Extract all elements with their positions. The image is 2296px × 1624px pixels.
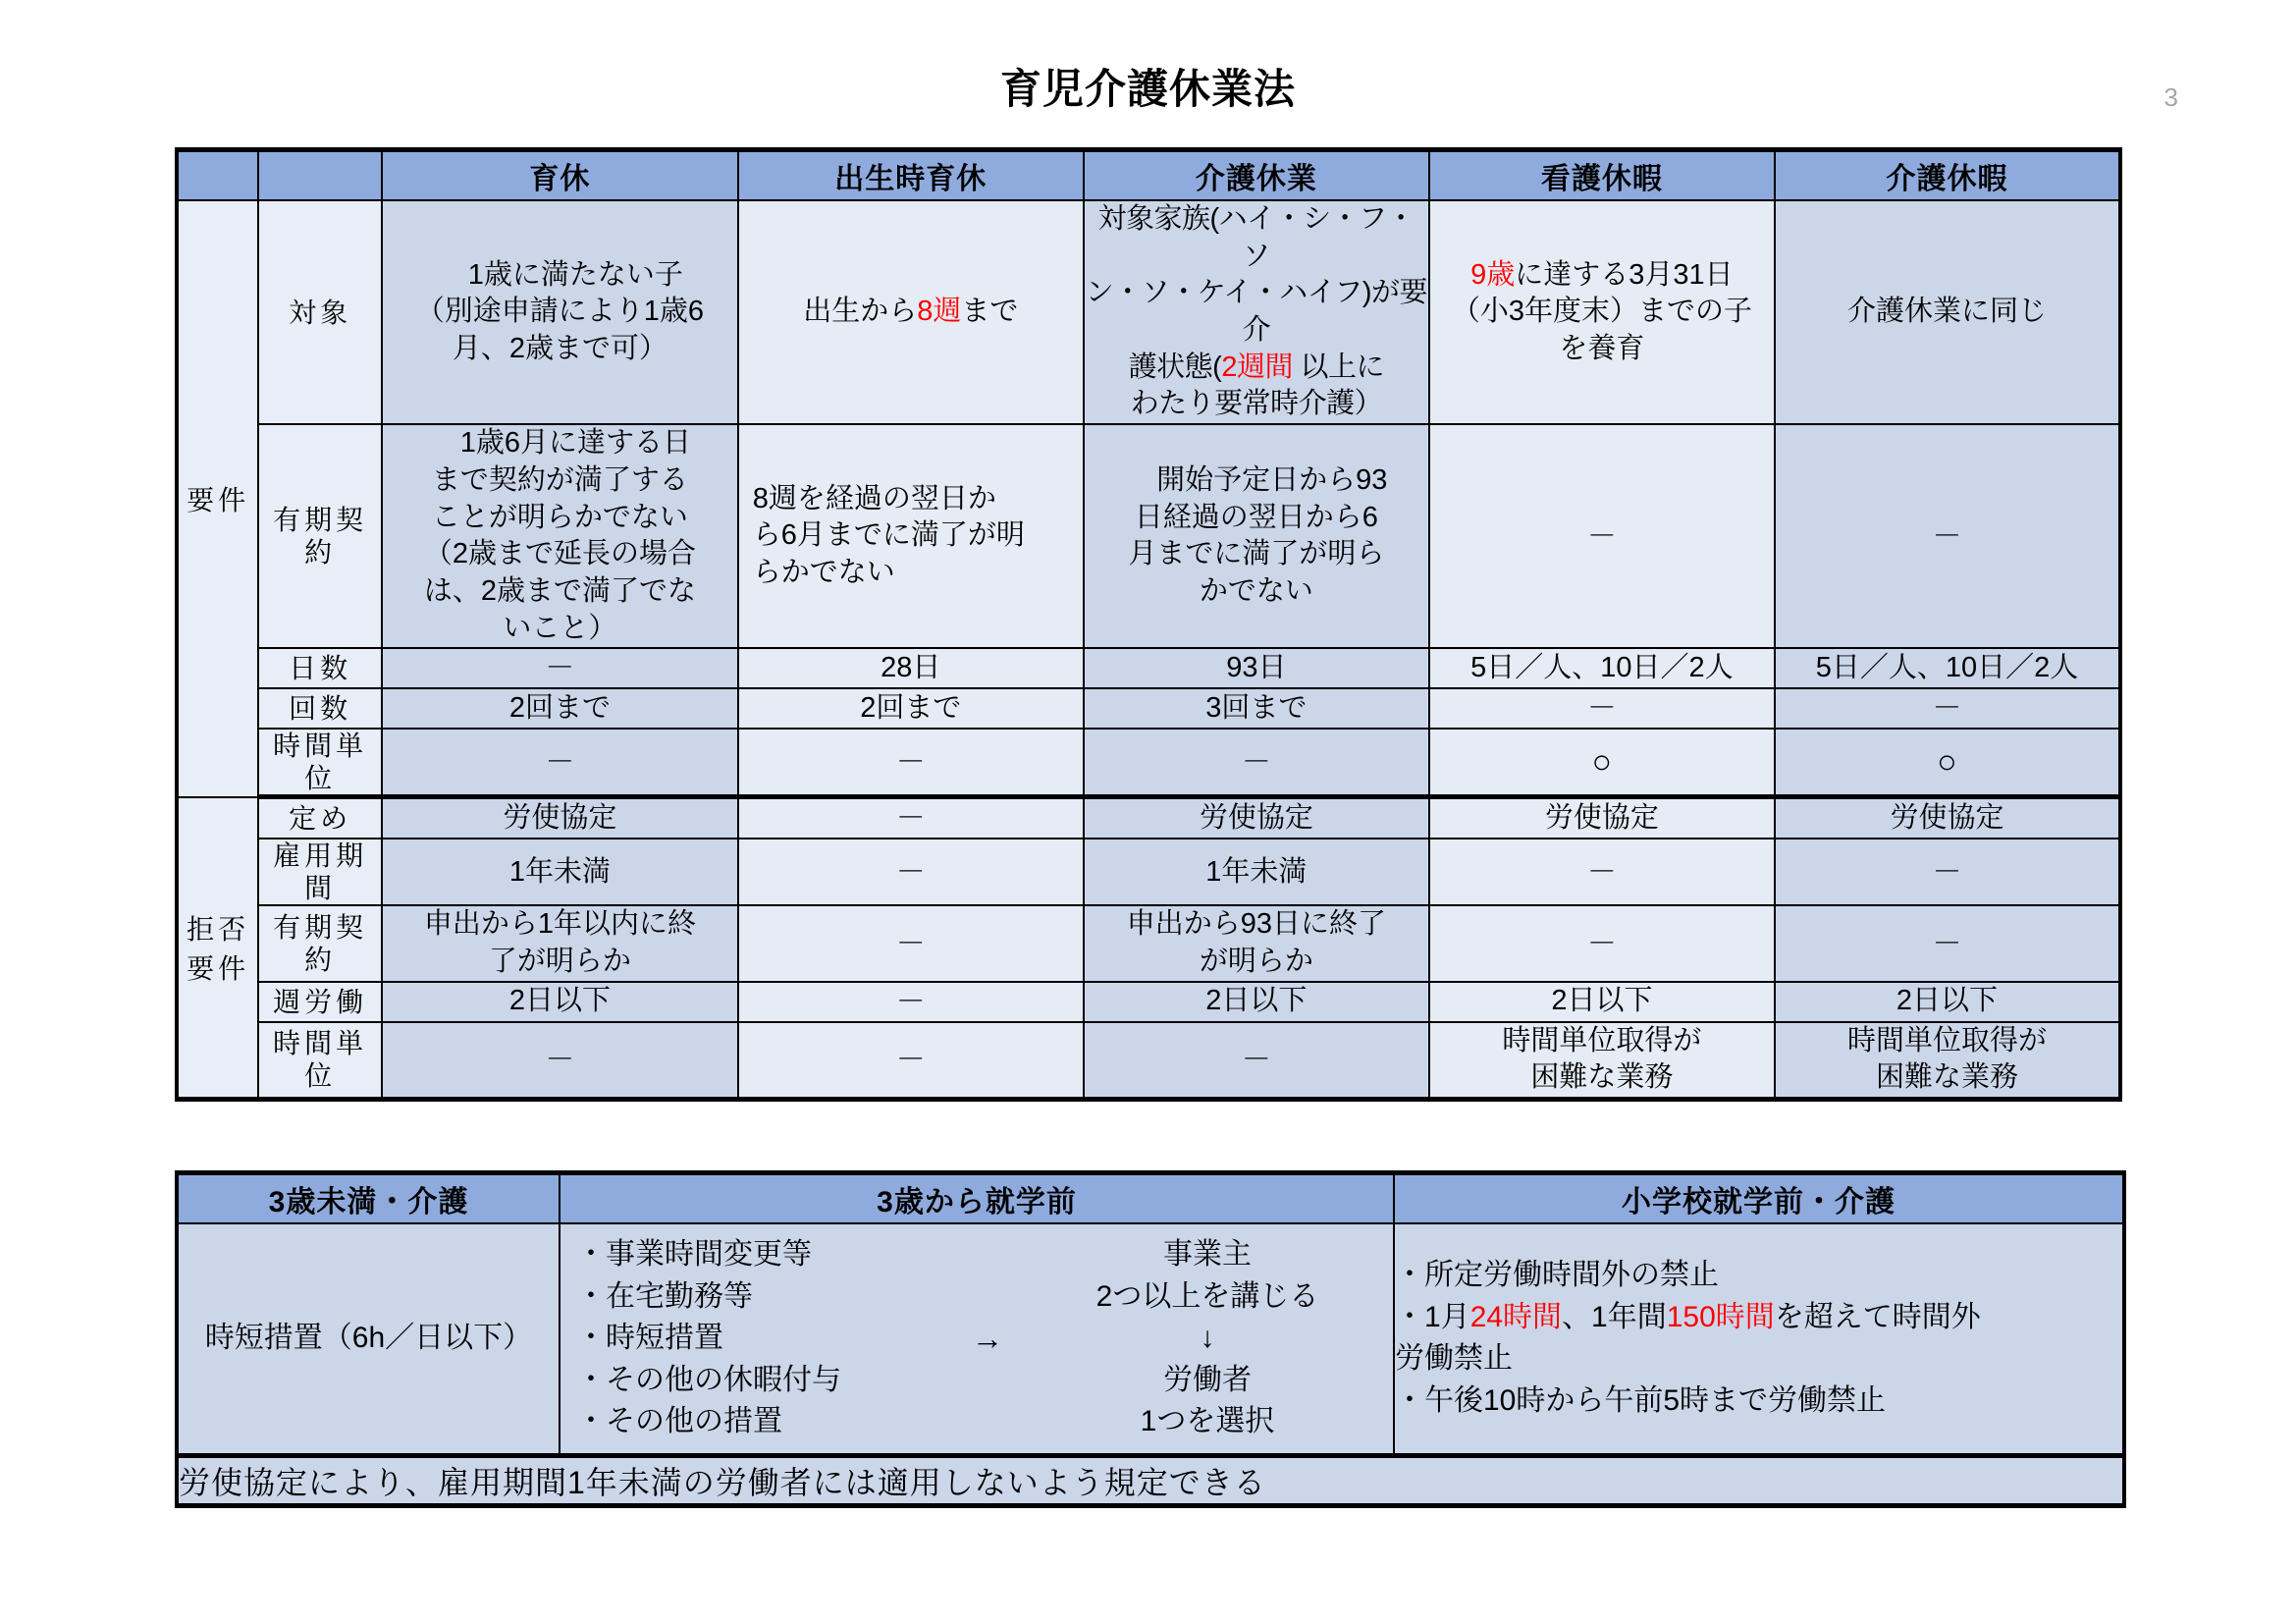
column-header-kaigo-kyugyo: 介護休業 — [1084, 150, 1429, 201]
measure-item: ・在宅勤務等 — [576, 1279, 753, 1313]
cell-jikantani-kaigo-kyugyo: － — [1084, 729, 1429, 797]
right-arrow-icon: → — [972, 1320, 1003, 1356]
restrictions-cell — [1394, 1223, 2124, 1455]
cell-line: 困難な業務 — [1530, 1061, 1674, 1094]
cell-jikantani-kaigo-kyuka: ○ — [1775, 729, 2120, 797]
cell-sadame-shusseiji: － — [738, 797, 1084, 839]
cell-yukikeiyaku2-kaigo-kyugyo — [1084, 905, 1429, 981]
cell-jikantani2-kaigo-kyugyo: － — [1084, 1022, 1429, 1100]
row-label-sadame: 定め — [258, 797, 382, 839]
table-row — [177, 688, 2120, 729]
cell-shurodo-kaigo-kyuka: 2日以下 — [1775, 982, 2120, 1022]
cell-yukikeiyaku-kaigo-kyugyo — [1084, 424, 1429, 648]
footer-note: 労使協定により、雇用期間1年未満の労働者には適用しないよう規定できる — [177, 1455, 2124, 1505]
page-number: 3 — [2163, 82, 2178, 112]
table-row — [177, 424, 2120, 648]
cell-line: かでない — [1199, 574, 1313, 607]
cell-shurodo-kango-kyuka: 2日以下 — [1429, 982, 1775, 1022]
group-label-youken: 要件 — [177, 200, 258, 797]
cell-taisho-kaigo-kyuka: 介護休業に同じ — [1775, 200, 2120, 424]
row-label-kaisu: 回数 — [258, 688, 382, 729]
row-label-jikan-tani: 時間単位 — [258, 729, 382, 797]
cell-line: 1歳に満たない子 — [467, 258, 683, 291]
cell-sadame-kaigo-kyuka: 労使協定 — [1775, 797, 2120, 839]
down-arrow-icon: ↓ — [1200, 1322, 1215, 1355]
cell-sadame-ikukyu: 労使協定 — [382, 797, 738, 839]
table-row — [177, 200, 2120, 424]
measure-bullet-list — [561, 1224, 953, 1453]
measures-header-row — [177, 1173, 2124, 1224]
restriction-item: ・1月24時間、1年間150時間を超えて時間外 — [1395, 1300, 1981, 1333]
cell-kaisu-kaigo-kyugyo: 3回まで — [1084, 688, 1429, 729]
flow-employer-action: 2つ以上を講じる — [1095, 1279, 1319, 1313]
cell-line: 出生から — [803, 296, 918, 328]
table-row — [177, 648, 2120, 688]
cell-nissu-ikukyu: － — [382, 648, 738, 688]
cell-jikantani2-kaigo-kyuka — [1775, 1022, 2120, 1100]
measure-label-jitan-sochi: 時短措置（6h／日以下） — [177, 1223, 560, 1455]
table-row — [177, 729, 2120, 797]
table-row — [177, 797, 2120, 839]
cell-line: わたり要常時介護） — [1130, 388, 1383, 420]
measures-header-under3: 3歳未満・介護 — [177, 1173, 560, 1224]
cell-line: 開始予定日から93 — [1156, 463, 1388, 496]
table-row — [177, 905, 2120, 981]
cell-line: 1歳6月に達する日 — [459, 427, 691, 460]
restriction-highlight: 24時間 — [1469, 1300, 1563, 1333]
cell-taisho-kango-kyuka: 9歳に達する3月31日 （小3年度末）までの子 を養育 — [1429, 200, 1775, 424]
measure-item: ・時短措置 — [576, 1322, 723, 1355]
cell-line: を養育 — [1559, 332, 1645, 364]
cell-nissu-shusseiji: 28日 — [738, 648, 1084, 688]
measures-header-preschool: 小学校就学前・介護 — [1394, 1173, 2124, 1224]
cell-yukikeiyaku-ikukyu — [382, 424, 738, 648]
cell-line: いこと） — [503, 612, 617, 644]
cell-line: 月までに満了が明ら — [1128, 538, 1385, 570]
measures-body-row — [177, 1223, 2124, 1455]
group-label-kyohi-youken: 拒否要件 — [177, 797, 258, 1100]
table-row — [177, 839, 2120, 905]
cell-line: まで — [961, 296, 1019, 328]
cell-highlight: 8週 — [917, 296, 962, 328]
cell-taisho-ikukyu — [382, 200, 738, 424]
cell-sadame-kango-kyuka: 労使協定 — [1429, 797, 1775, 839]
cell-taisho-kaigo-kyugyo: 対象家族(ハイ・シ・フ・ソ ン・ソ・ケイ・ハイフ)が要介 護状態(2週間 以上に わたり要常時介護） — [1084, 200, 1429, 424]
cell-jikantani2-kango-kyuka — [1429, 1022, 1775, 1100]
cell-line: 時間単位取得が — [1846, 1024, 2047, 1056]
cell-line: らかでない — [752, 557, 895, 589]
cell-yukikeiyaku2-kaigo-kyuka: － — [1775, 905, 2120, 981]
row-label-shu-rodo: 週労働 — [258, 982, 382, 1022]
cell-line: ことが明らかでない — [431, 501, 688, 533]
footer-note-row — [177, 1455, 2124, 1505]
cell-koyokikan-kaigo-kyuka: － — [1775, 839, 2120, 905]
flow-employer: 事業主 — [1163, 1238, 1252, 1271]
measures-header-3-to-school: 3歳から就学前 — [560, 1173, 1394, 1224]
cell-line: （別途申請により1歳6 — [415, 296, 705, 328]
cell-koyokikan-kango-kyuka: － — [1429, 839, 1775, 905]
restriction-highlight: 150時間 — [1666, 1300, 1775, 1333]
row-label-yuki-keiyaku: 有期契約 — [258, 424, 382, 648]
page-title: 育児介護休業法 — [999, 66, 1296, 112]
cell-line: ン・ソ・ケイ・ハイフ)が要介 — [1085, 277, 1427, 347]
restriction-item: 労働禁止 — [1395, 1342, 1513, 1376]
table-row — [177, 1022, 2120, 1100]
cell-line: が明らか — [1199, 946, 1313, 978]
measure-options-cell — [560, 1223, 1394, 1455]
cell-yukikeiyaku-shusseiji — [738, 424, 1084, 648]
row-label-taisho: 対象 — [258, 200, 382, 424]
slide-header — [0, 66, 2296, 137]
cell-yukikeiyaku2-ikukyu — [382, 905, 738, 981]
row-label-nissu: 日数 — [258, 648, 382, 688]
cell-line: 申出から93日に終了 — [1126, 908, 1386, 941]
restriction-item: ・所定労働時間外の禁止 — [1395, 1259, 1719, 1292]
cell-nissu-kaigo-kyugyo: 93日 — [1084, 648, 1429, 688]
cell-line: 8週を経過の翌日か — [752, 482, 996, 514]
cell-koyokikan-ikukyu: 1年未満 — [382, 839, 738, 905]
measure-item: ・その他の措置 — [576, 1405, 782, 1438]
cell-kaisu-kango-kyuka: － — [1429, 688, 1775, 729]
cell-line: まで契約が満了する — [431, 463, 688, 496]
cell-line: ら6月までに満了が明 — [752, 519, 1025, 552]
row-label-koyo-kikan: 雇用期間 — [258, 839, 382, 905]
cell-yukikeiyaku-kaigo-kyuka: － — [1775, 424, 2120, 648]
cell-highlight: 2週間 — [1221, 351, 1293, 383]
row-label-yuki-keiyaku-2: 有期契約 — [258, 905, 382, 981]
cell-koyokikan-shusseiji: － — [738, 839, 1084, 905]
cell-line: 日経過の翌日から6 — [1134, 501, 1378, 533]
cell-line: 了が明らか — [488, 946, 631, 978]
cell-nissu-kaigo-kyuka: 5日／人、10日／2人 — [1775, 648, 2120, 688]
cell-jikantani-kango-kyuka: ○ — [1429, 729, 1775, 797]
cell-yukikeiyaku-kango-kyuka: － — [1429, 424, 1775, 648]
table-header-row — [177, 150, 2120, 201]
cell-jikantani2-ikukyu: － — [382, 1022, 738, 1100]
column-header-ikukyu: 育休 — [382, 150, 738, 201]
cell-line: 月、2歳まで可） — [452, 332, 667, 364]
column-header-kango-kyuka: 看護休暇 — [1429, 150, 1775, 201]
cell-highlight: 9歳 — [1470, 258, 1516, 291]
restriction-item: ・午後10時から午前5時まで労働禁止 — [1395, 1384, 1887, 1418]
cell-nissu-kango-kyuka: 5日／人、10日／2人 — [1429, 648, 1775, 688]
cell-line: 対象家族(ハイ・シ・フ・ソ — [1097, 203, 1415, 272]
cell-line: （小3年度末）までの子 — [1451, 296, 1752, 328]
row-label-jikan-tani-2: 時間単位 — [258, 1022, 382, 1100]
table-row — [177, 982, 2120, 1022]
header-corner-blank-2 — [258, 150, 382, 201]
cell-kaisu-ikukyu: 2回まで — [382, 688, 738, 729]
header-corner-blank — [177, 150, 258, 201]
column-header-shusseiji-ikukyu: 出生時育休 — [738, 150, 1084, 201]
cell-yukikeiyaku2-kango-kyuka: － — [1429, 905, 1775, 981]
cell-shurodo-shusseiji: － — [738, 982, 1084, 1022]
measure-item: ・その他の休暇付与 — [576, 1363, 841, 1396]
flow-worker-action: 1つを選択 — [1140, 1405, 1275, 1438]
cell-jikantani-ikukyu: － — [382, 729, 738, 797]
measures-table — [175, 1170, 2126, 1508]
column-header-kaigo-kyuka: 介護休暇 — [1775, 150, 2120, 201]
cell-line: （2歳まで延長の場合 — [423, 538, 696, 570]
benefits-comparison-table — [175, 147, 2122, 1102]
cell-kaisu-shusseiji: 2回まで — [738, 688, 1084, 729]
cell-shurodo-kaigo-kyugyo: 2日以下 — [1084, 982, 1429, 1022]
cell-koyokikan-kaigo-kyugyo: 1年未満 — [1084, 839, 1429, 905]
cell-line: 時間単位取得が — [1502, 1024, 1702, 1056]
cell-kaisu-kaigo-kyuka: － — [1775, 688, 2120, 729]
flow-worker: 労働者 — [1163, 1363, 1252, 1396]
cell-jikantani-shusseiji: － — [738, 729, 1084, 797]
cell-sadame-kaigo-kyugyo: 労使協定 — [1084, 797, 1429, 839]
cell-yukikeiyaku2-shusseiji: － — [738, 905, 1084, 981]
measure-flow-column — [1022, 1224, 1393, 1453]
cell-jikantani2-shusseiji: － — [738, 1022, 1084, 1100]
cell-shurodo-ikukyu: 2日以下 — [382, 982, 738, 1022]
cell-line: 申出から1年以内に終 — [423, 908, 696, 941]
cell-line: は、2歳まで満了でな — [423, 574, 696, 607]
cell-line: 困難な業務 — [1875, 1061, 2018, 1094]
cell-taisho-shusseiji — [738, 200, 1084, 424]
measure-item: ・事業時間変更等 — [576, 1238, 812, 1271]
